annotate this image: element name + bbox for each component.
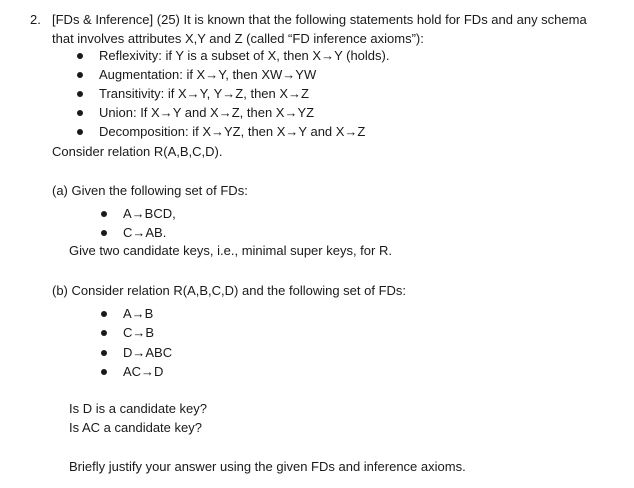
axiom-union: Union: If X→Y and X→Z, then X→YZ [99, 105, 315, 120]
bullet-icon [101, 350, 107, 356]
part-b-prompt: (b) Consider relation R(A,B,C,D) and the following set of FDs: [52, 283, 407, 298]
part-b-fd: C→B [123, 325, 155, 340]
bullet-icon [101, 369, 107, 375]
part-b-fd: A→B [123, 306, 154, 321]
relation-statement: Consider relation R(A,B,C,D). [52, 144, 223, 159]
bullet-icon [77, 129, 83, 135]
bullet-icon [101, 211, 107, 217]
bullet-icon [77, 72, 83, 78]
bullet-icon [77, 91, 83, 97]
bullet-icon [101, 311, 107, 317]
bullet-icon [101, 330, 107, 336]
bullet-icon [101, 230, 107, 236]
bullet-icon [77, 53, 83, 59]
part-b-fd: AC→D [123, 364, 164, 379]
part-b-question-ac: Is AC a candidate key? [69, 420, 202, 435]
axiom-decomposition: Decomposition: if X→YZ, then X→Y and X→Z [99, 124, 366, 139]
part-b-fd: D→ABC [123, 345, 173, 360]
part-a-prompt: (a) Given the following set of FDs: [52, 183, 248, 198]
part-b-justify: Briefly justify your answer using the given FDs and inference axioms. [69, 459, 466, 474]
question-intro-line-2: that involves attributes X,Y and Z (called “FD inference axioms”): [52, 31, 424, 46]
axiom-transitivity: Transitivity: if X→Y, Y→Z, then X→Z [99, 86, 309, 101]
part-a-task: Give two candidate keys, i.e., minimal super keys, for R. [69, 243, 392, 258]
question-number: 2. [30, 12, 41, 27]
bullet-icon [77, 110, 83, 116]
axiom-reflexivity: Reflexivity: if Y is a subset of X, then X→Y (holds). [99, 48, 390, 63]
part-a-fd: A→BCD, [123, 206, 176, 221]
axiom-augmentation: Augmentation: if X→Y, then XW→YW [99, 67, 317, 82]
part-b-question-d: Is D is a candidate key? [69, 401, 208, 416]
question-intro-line-1: [FDs & Inference] (25) It is known that the following statements hold for FDs and any schema [52, 12, 587, 27]
part-a-fd: C→AB. [123, 225, 167, 240]
